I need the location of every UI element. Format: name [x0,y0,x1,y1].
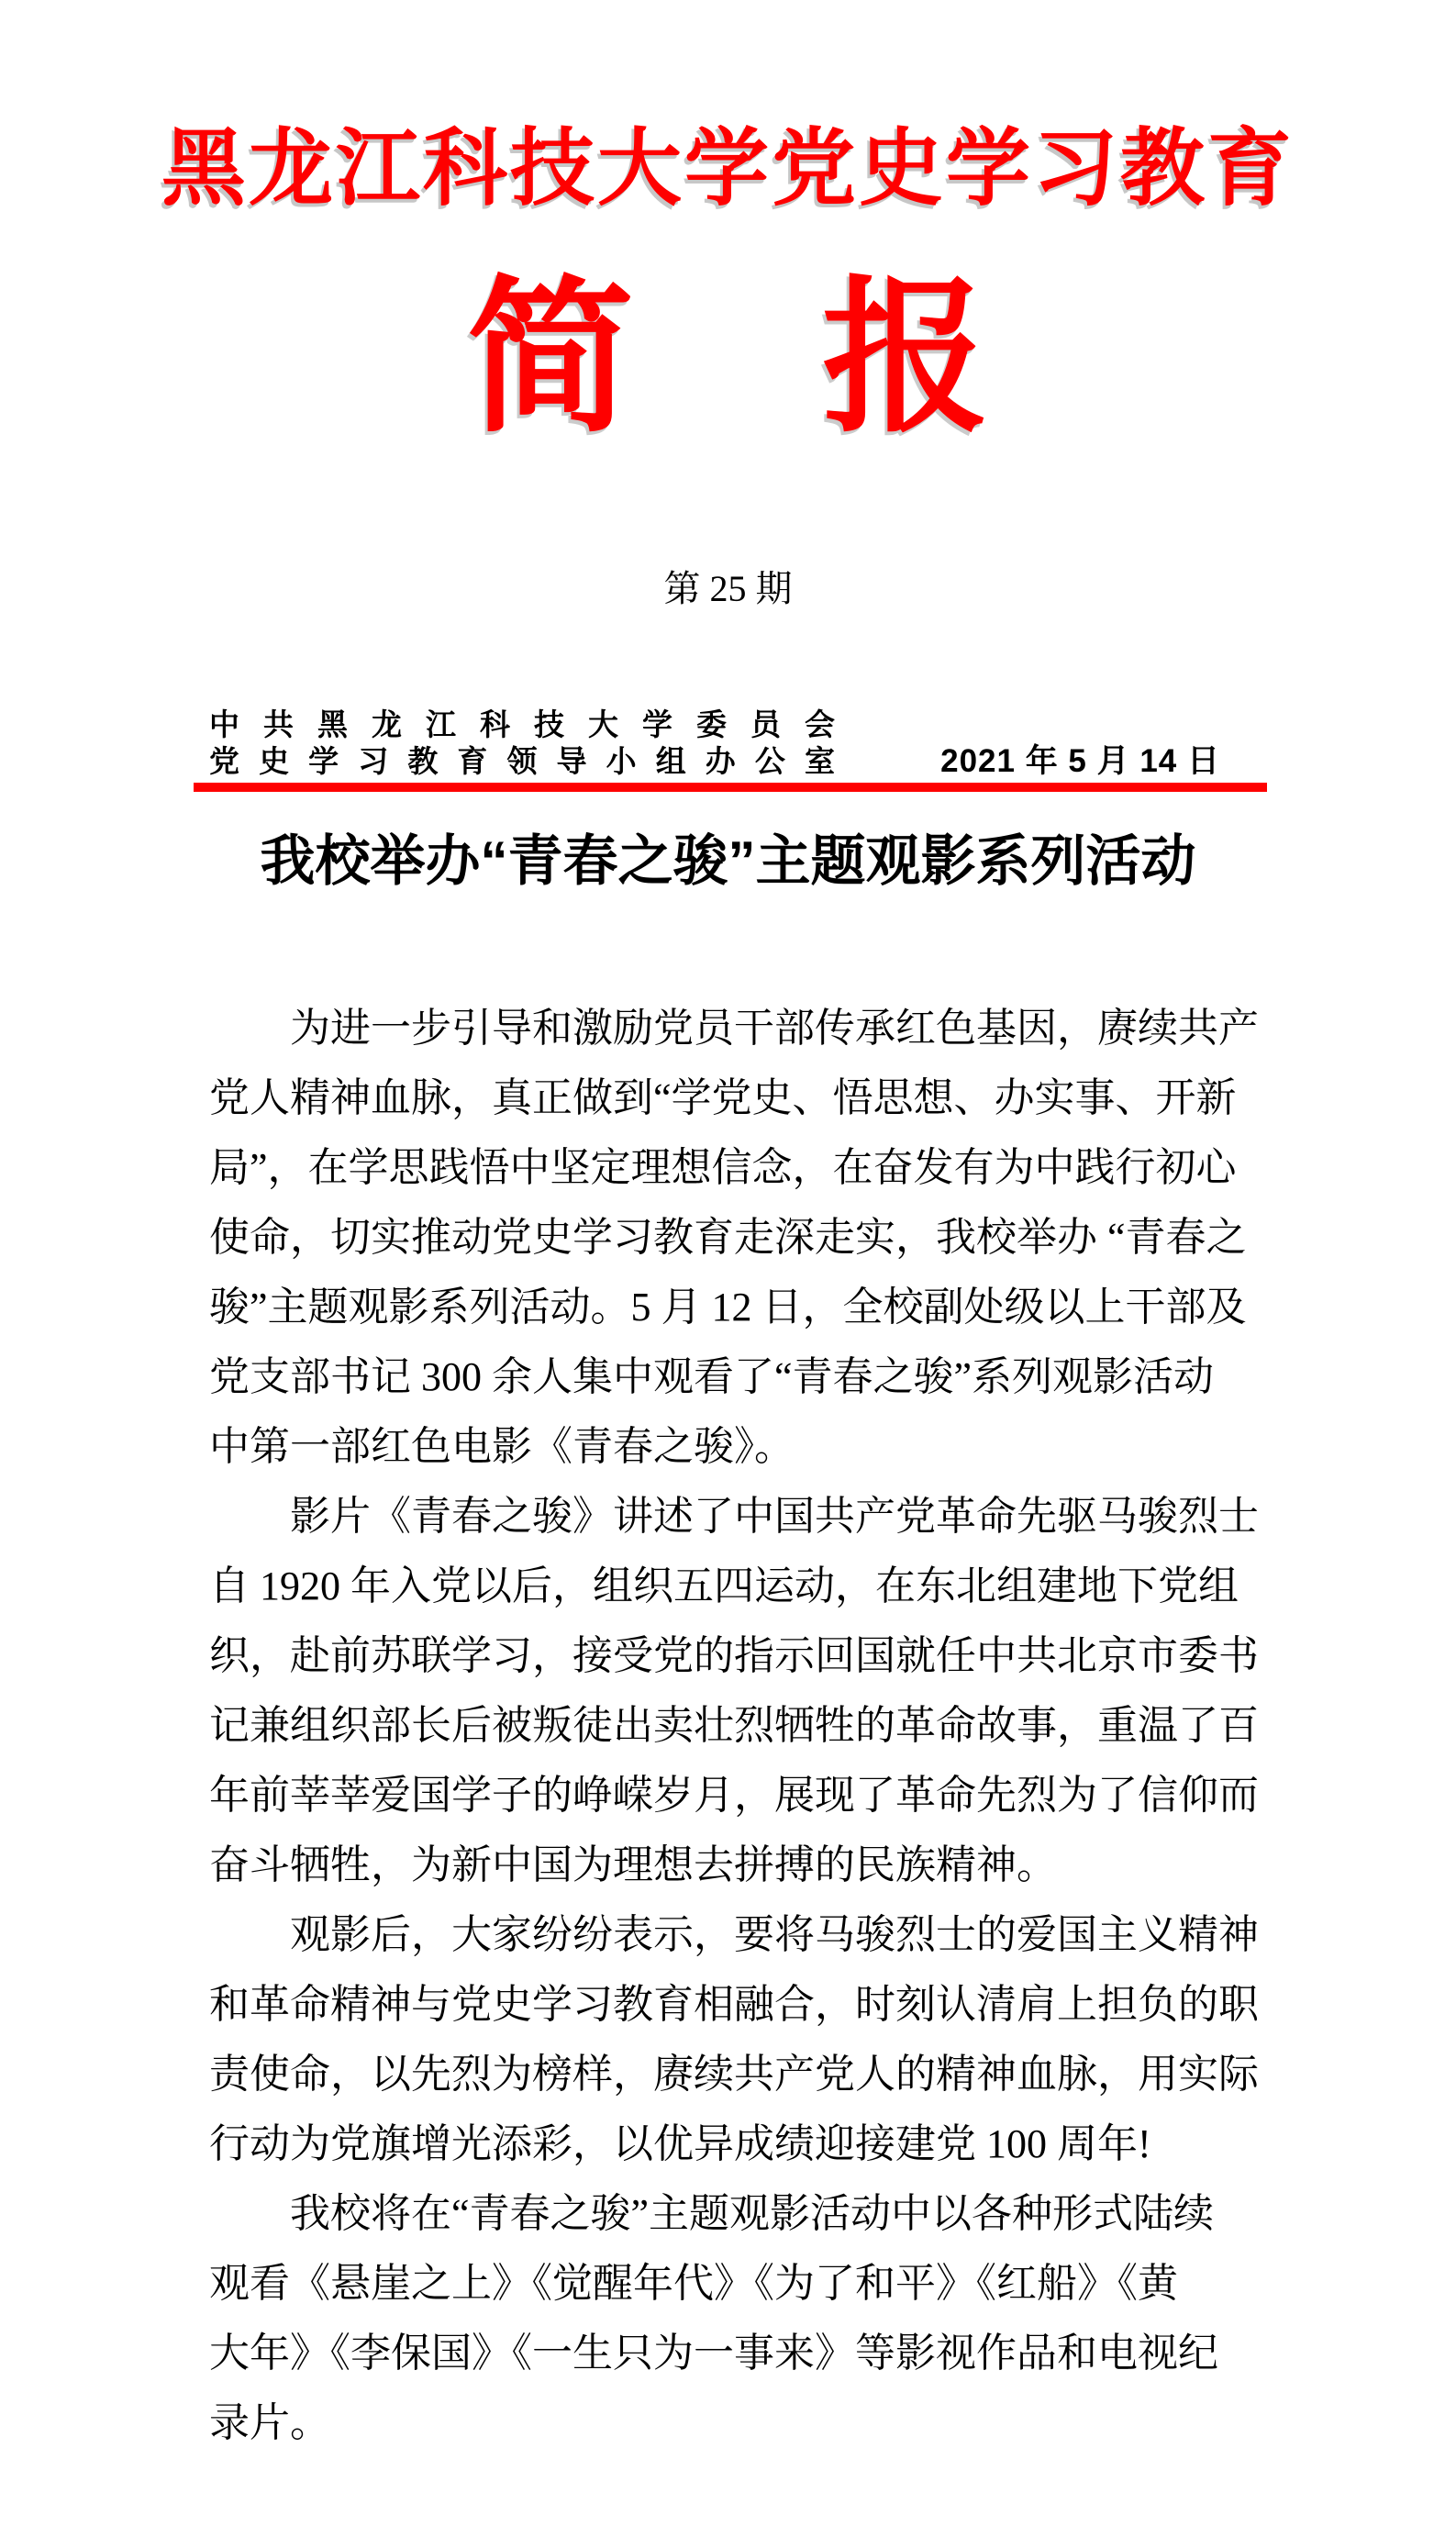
issuer-char: 科 [480,707,510,741]
red-divider-rule [194,783,1267,792]
issuer-char: 员 [750,707,781,741]
masthead-org-title: 黑龙江科技大学党史学习教育 [161,122,1295,216]
issuer-char: 组 [655,744,686,778]
body-line: 党人精神血脉，真正做到“学党史、悟思想、办实事、开新 [209,1075,1237,1120]
issuer-char: 江 [426,707,456,741]
issuer-block [209,707,1220,780]
body-line: 年前莘莘爱国学子的峥嵘岁月，展现了革命先烈为了信仰而 [209,1773,1259,1818]
body-line: 使命，切实推动党史学习教育走深走实，我校举办 “青春之 [209,1215,1247,1260]
body-line: 骏”主题观影系列活动。5 月 12 日，全校副处级以上干部及 [209,1285,1247,1330]
issuer-char: 办 [705,744,736,778]
body-line: 自 1920 年入党以后，组织五四运动，在东北组建地下党组 [209,1563,1239,1608]
body-line: 观影后，大家纷纷表示，要将马骏烈士的爱国主义精神 [290,1912,1259,1957]
issue-date: 2021 年 5 月 14 日 [940,743,1220,779]
issuer-char: 史 [259,744,290,778]
body-line: 录片。 [209,2400,330,2445]
body-line: 织，赴前苏联学习，接受党的指示回国就任中共北京市委书 [209,1633,1259,1678]
issuer-char: 导 [556,744,587,778]
issuer-office-line [209,743,835,780]
issuer-char: 学 [642,707,672,741]
issuer-char: 中 [209,707,239,741]
issuer-char: 党 [209,744,239,778]
body-line: 责使命，以先烈为榜样，赓续共产党人的精神血脉，用实际 [209,2052,1259,2097]
issuer-char: 教 [407,744,439,778]
body-line: 奋斗牺牲，为新中国为理想去拼搏的民族精神。 [209,1842,1057,1887]
article-body [209,994,1264,2458]
body-line: 我校将在“青春之骏”主题观影活动中以各种形式陆续 [290,2191,1215,2236]
issuer-char: 育 [457,744,488,778]
article-title: 我校举办“青春之骏”主题观影系列活动 [260,830,1196,892]
issuer-char: 共 [263,707,294,741]
body-line: 和革命精神与党史学习教育相融合，时刻认清肩上担负的职 [209,1982,1259,2027]
issuer-char: 公 [754,744,785,778]
issuer-lines [209,707,835,780]
issuer-char: 会 [805,707,835,741]
issuer-char: 习 [358,744,389,778]
issuer-char: 黑 [317,707,348,741]
issuer-char: 技 [534,707,564,741]
issuer-char: 大 [588,707,618,741]
issuer-committee-line [209,707,835,743]
issuer-char: 室 [804,744,835,778]
body-line: 观看《悬崖之上》《觉醒年代》《为了和平》《红船》《黄 [209,2261,1178,2306]
masthead-bulletin-name [0,268,1456,452]
issuer-char: 委 [696,707,727,741]
issuer-char: 学 [308,744,339,778]
bulletin-char-jian: 简 [467,268,634,452]
issuer-char: 小 [606,744,637,778]
issue-number: 第 25 期 [663,568,793,609]
body-line: 行动为党旗增光添彩，以优异成绩迎接建党 100 周年! [209,2121,1151,2166]
body-line: 影片《青春之骏》讲述了中国共产党革命先驱马骏烈士 [290,1494,1259,1539]
issuer-char: 领 [506,744,538,778]
bulletin-char-bao: 报 [822,268,989,452]
body-line: 记兼组织部长后被叛徒出卖壮烈牺牲的革命故事，重温了百 [209,1703,1259,1748]
body-line: 党支部书记 300 余人集中观看了“青春之骏”系列观影活动 [209,1354,1215,1399]
body-line: 中第一部红色电影《青春之骏》。 [209,1424,795,1469]
body-line: 为进一步引导和激励党员干部传承红色基因，赓续共产 [290,1006,1259,1051]
body-line: 大年》《李保国》《一生只为一事来》等影视作品和电视纪 [209,2331,1218,2376]
issuer-char: 龙 [372,707,402,741]
body-line: 局”，在学思践悟中坚定理想信念，在奋发有为中践行初心 [209,1145,1237,1190]
